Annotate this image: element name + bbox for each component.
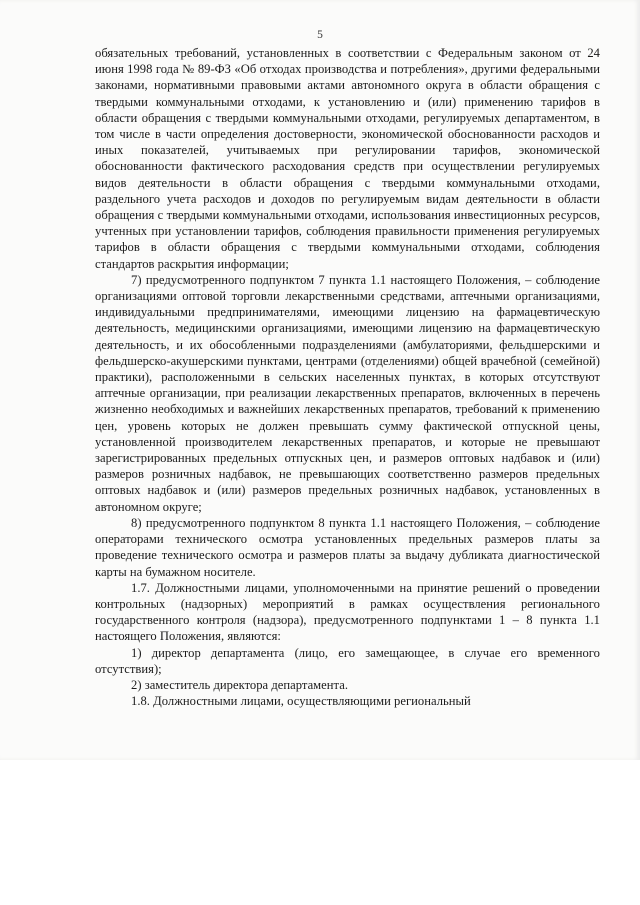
blank-area — [0, 760, 640, 905]
paragraph-item-7: 7) предусмотренного подпунктом 7 пункта 1.1 настоящего Положения, – соблюдение организациями оптовой торговли лекарственными средствами, аптечными организациями, индивидуальными предпринимателями, имеющими лицензию на фармацевтическую деятельность, медицинскими организациями, имеющими лицензию на фармацевтическую деятельность, и их обособленными подразделениями (амбулаториями, фельдшерскими и фельдшерско-акушерскими пунктами, центрами (отделениями) общей врачебной (семейной) практики), расположенными в сельских населенных пунктах, в которых отсутствуют аптечные организации, при реализации лекарственных препаратов, включенных в перечень жизненно необходимых и важнейших лекарственных препаратов, требований к применению цен, уровень которых не должен превышать сумму фактической отпускной цены, установленной производителем лекарственных препаратов, и которые не превышают зарегистрированных предельных отпускных цен, и размеров оптовых надбавок и (или) размеров розничных надбавок, не превышающих соответственно размеров предельных оптовых надбавок и (или) размеров предельных розничных надбавок, установленных в автономном округе; — [95, 272, 600, 514]
paragraph-1-7: 1.7. Должностными лицами, уполномоченными на принятие решений о проведении контрольных (надзорных) мероприятий в рамках осуществления регионального государственного контроля (надзора), предусмотренного подпунктами 1 – 8 пункта 1.1 настоящего Положения, являются: — [95, 580, 600, 644]
paragraph-item-8: 8) предусмотренного подпунктом 8 пункта 1.1 настоящего Положения, – соблюдение операторами технического осмотра установленных предельных размеров платы за проведение технического осмотра и размеров платы за выдачу дубликата диагностической карты на бумажном носителе. — [95, 515, 600, 579]
paragraph-1-8: 1.8. Должностными лицами, осуществляющими региональный — [131, 694, 471, 709]
document-body — [95, 45, 600, 709]
list-item-director: 1) директор департамента (лицо, его замещающее, в случае его временного отсутствия); — [95, 645, 600, 676]
paragraph-continuation: обязательных требований, установленных в соответствии с Федеральным законом от 24 июня 1998 года № 89-ФЗ «Об отходах производства и потребления», другими федеральными законами, нормативными правовыми актами автономного округа в области обращения с твердыми коммунальными отходами, к установлению и (или) применению тарифов в области обращения с твердыми коммунальными отходами, регулируемых департаментом, в том числе в части определения достоверности, экономической обоснованности расходов и иных показателей, учитываемых при регулировании тарифов, экономической обоснованности фактического расходования средств при осуществлении регулируемых видов деятельности в области обращения с твердыми коммунальными отходами, раздельного учета расходов и доходов по регулируемым видам деятельности в области обращения с твердыми коммунальными отходами, использования инвестиционных ресурсов, учтенных при установлении тарифов, соблюдения правильности применения регулируемых тарифов в области обращения с твердыми коммунальными отходами, соблюдения стандартов раскрытия информации; — [95, 46, 600, 271]
list-item-deputy: 2) заместитель директора департамента. — [131, 677, 348, 692]
page-number: 5 — [317, 29, 323, 41]
